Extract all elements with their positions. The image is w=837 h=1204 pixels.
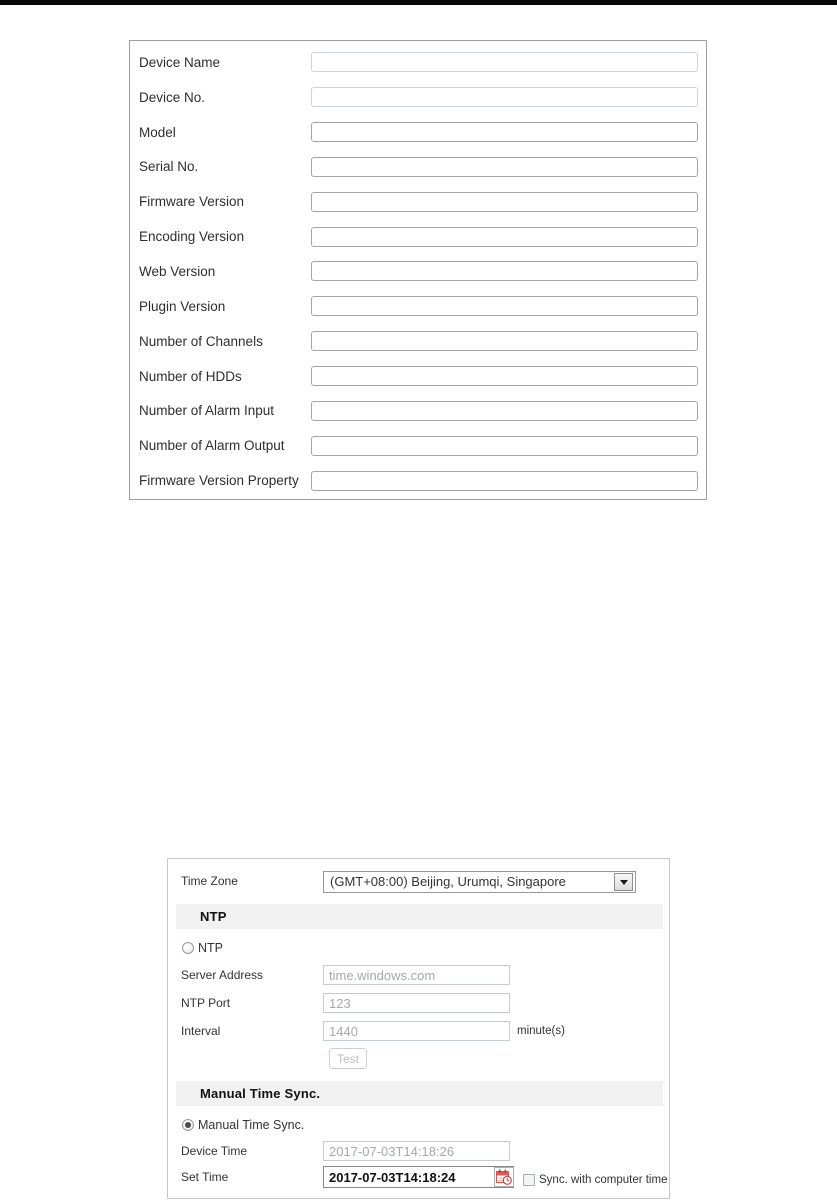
number-of-hdds-label: Number of HDDs [139, 368, 242, 384]
device-name-label: Device Name [139, 54, 221, 70]
chevron-down-icon[interactable] [614, 873, 633, 891]
ntp-port-input[interactable] [323, 993, 510, 1013]
number-of-alarm-output-input[interactable] [311, 436, 698, 456]
sync-with-computer-label: Sync. with computer time [539, 1174, 668, 1186]
ntp-port-label: NTP Port [181, 996, 231, 1010]
manual-sync-section-title: Manual Time Sync. [200, 1086, 321, 1101]
device-name-input[interactable] [311, 52, 698, 72]
ntp-section-header [176, 904, 663, 929]
firmware-version-property-input[interactable] [311, 471, 698, 491]
device-info-row [130, 359, 706, 394]
web-version-label: Web Version [139, 263, 216, 279]
interval-label: Interval [181, 1024, 221, 1038]
number-of-alarm-input-label: Number of Alarm Input [139, 403, 275, 419]
encoding-version-label: Encoding Version [139, 229, 245, 245]
server-address-label: Server Address [181, 968, 264, 982]
device-info-row [130, 80, 706, 115]
manual-sync-section-header [176, 1081, 663, 1106]
device-info-row [130, 254, 706, 289]
calendar-icon[interactable] [494, 1167, 514, 1187]
sync-with-computer-checkbox[interactable] [523, 1174, 535, 1186]
model-input[interactable] [311, 122, 698, 142]
device-time-label: Device Time [181, 1144, 248, 1158]
device-info-row [130, 184, 706, 219]
time-zone-value: (GMT+08:00) Beijing, Urumqi, Singapore [330, 874, 566, 889]
number-of-hdds-input[interactable] [311, 366, 698, 386]
firmware-version-input[interactable] [311, 192, 698, 212]
interval-unit-label: minute(s) [517, 1025, 565, 1037]
device-info-row [130, 428, 706, 463]
device-info-row [130, 324, 706, 359]
device-info-row [130, 115, 706, 150]
serial-no-label: Serial No. [139, 159, 199, 175]
device-info-row [130, 289, 706, 324]
firmware-version-property-label: Firmware Version Property [139, 473, 299, 489]
device-time-input[interactable] [323, 1141, 510, 1161]
ntp-radio[interactable] [182, 942, 194, 954]
time-zone-label: Time Zone [181, 874, 238, 888]
device-no-input[interactable] [311, 87, 698, 107]
number-of-channels-label: Number of Channels [139, 333, 263, 349]
time-zone-select[interactable] [323, 871, 636, 893]
plugin-version-label: Plugin Version [139, 298, 226, 314]
ntp-section-title: NTP [200, 909, 227, 924]
test-button[interactable]: Test [329, 1048, 367, 1069]
number-of-alarm-output-label: Number of Alarm Output [139, 438, 285, 454]
page-top-edge-bar [0, 0, 837, 5]
firmware-version-label: Firmware Version [139, 194, 245, 210]
device-info-row [130, 219, 706, 254]
set-time-label: Set Time [181, 1170, 229, 1184]
manual-sync-radio-label: Manual Time Sync. [198, 1118, 305, 1132]
number-of-alarm-input-input[interactable] [311, 401, 698, 421]
device-info-row [130, 463, 706, 498]
serial-no-input[interactable] [311, 157, 698, 177]
manual-sync-radio[interactable] [182, 1119, 194, 1131]
interval-input[interactable] [323, 1021, 510, 1041]
device-info-row [130, 150, 706, 185]
set-time-input[interactable] [323, 1166, 514, 1188]
web-version-input[interactable] [311, 261, 698, 281]
model-label: Model [139, 124, 176, 140]
device-info-row [130, 393, 706, 428]
plugin-version-input[interactable] [311, 296, 698, 316]
ntp-radio-label: NTP [198, 941, 223, 955]
device-information-panel [129, 40, 707, 500]
device-no-label: Device No. [139, 89, 206, 105]
number-of-channels-input[interactable] [311, 331, 698, 351]
server-address-input[interactable] [323, 965, 510, 985]
device-info-row [130, 45, 706, 80]
time-settings-panel [167, 858, 670, 1199]
encoding-version-input[interactable] [311, 227, 698, 247]
